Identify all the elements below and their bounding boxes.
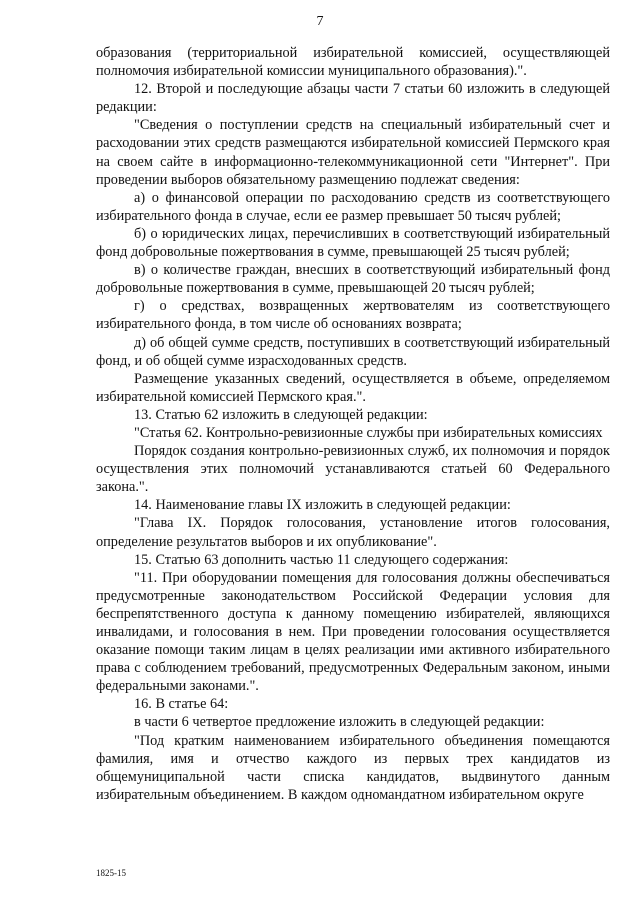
paragraph-part-6-intro: в части 6 четвертое предложение изложить в следующей редакции: bbox=[134, 714, 545, 731]
paragraph-quote-start: "Сведения о поступлении средств на специальный избирательный счет и расходовании этих средств размещаются избирательной комиссией Пермского края на своем сайте в информационно-телекоммуникационной сети "Интернет". При проведении выборов обязательному размещению подлежат сведения: bbox=[96, 117, 610, 188]
paragraph-item-13: 13. Статью 62 изложить в следующей редакции: bbox=[134, 406, 428, 423]
paragraph-chapter-9-title: "Глава IX. Порядок голосования, установление итогов голосования, определение результатов выборов и их опубликование". bbox=[96, 515, 610, 550]
paragraph-subitem-b: б) о юридических лицах, перечисливших в соответствующий избирательный фонд добровольные пожертвования в сумме, превышающей 25 тысяч рублей; bbox=[96, 225, 610, 261]
paragraph-article-62-text: Порядок создания контрольно-ревизионных служб, их полномочия и порядок осуществления этих полномочий устанавливаются статьей 60 Федерального закона.". bbox=[96, 443, 610, 496]
document-code: 1825-15 bbox=[96, 868, 126, 878]
paragraph-part-11-text: "11. При оборудовании помещения для голосования должны обеспечиваться предусмотренные законодательством Российской Федерации условия для беспрепятственного доступа к данному помещению избирателей, являющихся инвалидами, и голосования в нем. При проведении голосования осуществляется оказание помощи таким лицам в целях реализации ими активного избирательного права с соблюдением требований, предусмотренных Федеральным законом, иными федеральными законами.". bbox=[96, 569, 610, 695]
paragraph-subitem-d: д) об общей сумме средств, поступивших в соответствующий избирательный фонд, и об общей сумме израсходованных средств. bbox=[96, 334, 610, 369]
paragraph-item-16: 16. В статье 64: bbox=[134, 696, 229, 713]
paragraph-article-62-title: "Статья 62. Контрольно-ревизионные службы при избирательных комиссиях bbox=[134, 424, 603, 441]
paragraph-part-6-text: "Под кратким наименованием избирательного объединения помещаются фамилия, имя и отчество каждого из первых трех кандидатов из общемуниципальной части списка кандидатов, выдвинутого данным избирательным объединением. В каждом одномандатном избирательном округе bbox=[96, 732, 610, 803]
paragraph-placement: Размещение указанных сведений, осуществляется в объеме, определяемом избирательной комиссией Пермского края.". bbox=[96, 370, 610, 405]
paragraph-item-12: 12. Второй и последующие абзацы части 7 статьи 60 изложить в следующей редакции: bbox=[96, 81, 610, 116]
paragraph-continuation: образования (территориальной избирательной комиссией, осуществляющей полномочия избирательной комиссии муниципального образования).". bbox=[96, 45, 610, 80]
page-number: 7 bbox=[316, 14, 324, 29]
paragraph-item-14: 14. Наименование главы IX изложить в следующей редакции: bbox=[134, 497, 511, 514]
paragraph-subitem-g: г) о средствах, возвращенных жертвователям из соответствующего избирательного фонда, в том числе об основаниях возврата; bbox=[96, 298, 610, 333]
document-body bbox=[96, 44, 610, 804]
paragraph-item-15: 15. Статью 63 дополнить частью 11 следующего содержания: bbox=[134, 551, 509, 568]
paragraph-subitem-a: а) о финансовой операции по расходованию средств из соответствующего избирательного фонда в случае, если ее размер превышает 50 тысяч рублей; bbox=[96, 189, 610, 224]
paragraph-subitem-v: в) о количестве граждан, внесших в соответствующий избирательный фонд добровольные пожертвования в сумме, превышающей 20 тысяч рублей; bbox=[96, 262, 610, 297]
